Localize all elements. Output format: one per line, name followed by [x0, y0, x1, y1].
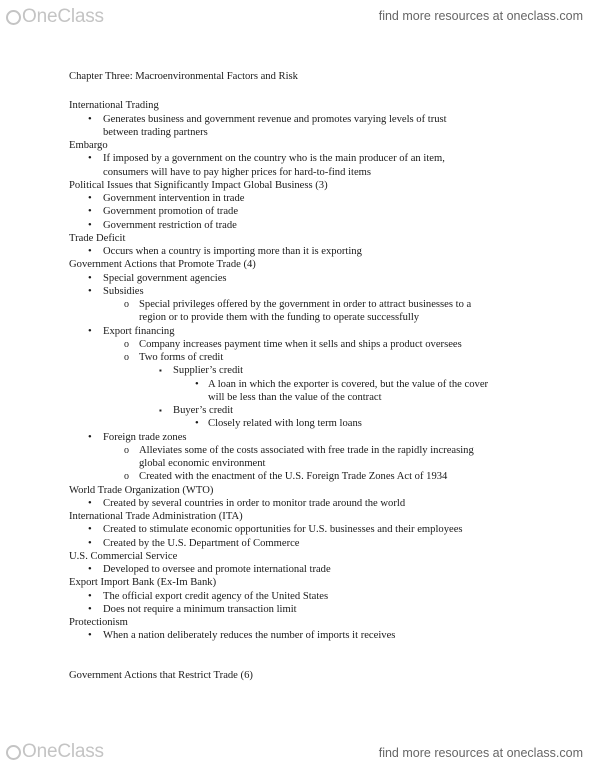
bullet-item	[69, 444, 569, 457]
bullet-item	[69, 126, 569, 139]
resources-link[interactable]: find more resources at oneclass.com	[378, 9, 583, 23]
bullet-item	[69, 378, 569, 391]
bullet-item	[69, 391, 569, 404]
line-text: Occurs when a country is importing more than it is exporting	[103, 246, 362, 257]
circle-bullet-icon: o	[124, 444, 129, 456]
bullet-icon: •	[88, 193, 92, 204]
bullet-item	[69, 563, 569, 576]
line-text: Created with the enactment of the U.S. Foreign Trade Zones Act of 1934	[139, 471, 448, 483]
bullet-icon: •	[195, 378, 199, 390]
bullet-item	[69, 219, 569, 232]
bullet-icon: •	[88, 603, 92, 615]
bullet-icon: •	[88, 272, 92, 284]
bullet-item	[69, 272, 569, 285]
bullet-icon: •	[88, 524, 92, 536]
bullet-icon: •	[88, 285, 92, 297]
line-text: Company increases payment time when it sells and ships a product oversees	[139, 338, 462, 350]
circle-bullet-icon: o	[124, 352, 129, 363]
bullet-item	[69, 192, 569, 205]
section-heading	[69, 616, 569, 629]
bullet-item	[69, 364, 569, 377]
line-text: U.S. Commercial Service	[69, 550, 178, 562]
line-text: Buyer’s credit	[173, 405, 234, 416]
line-text: Special government agencies	[103, 272, 227, 284]
line-text: Created by several countries in order to monitor trade around the world	[103, 497, 406, 509]
line-text: A loan in which the exporter is covered, but the value of the cover	[208, 378, 489, 390]
line-text: Created by the U.S. Department of Commerce	[103, 537, 300, 549]
line-text: Export Import Bank (Ex-Im Bank)	[69, 577, 217, 589]
section-heading	[69, 232, 569, 245]
section-heading	[69, 179, 569, 192]
line-text: Export financing	[103, 325, 175, 337]
line-text: World Trade Organization (WTO)	[69, 484, 214, 496]
bullet-item	[69, 417, 569, 430]
line-text: When a nation deliberately reduces the number of imports it receives	[103, 630, 396, 642]
oneclass-logo[interactable]	[6, 6, 104, 28]
bullet-item	[69, 523, 569, 536]
section-heading	[69, 550, 569, 563]
bullet-item	[69, 404, 569, 417]
bullet-icon: •	[88, 431, 92, 443]
line-text: global economic environment	[139, 458, 266, 469]
line-text: will be less than the value of the contract	[208, 391, 382, 403]
oneclass-logo[interactable]	[6, 741, 104, 763]
section-heading	[69, 510, 569, 523]
line-text: consumers will have to pay higher prices for hard-to-find items	[103, 166, 372, 178]
bullet-item	[69, 470, 569, 483]
resources-link[interactable]: find more resources at oneclass.com	[378, 746, 583, 760]
line-text: Political Issues that Significantly Impact Global Business (3)	[69, 179, 328, 191]
line-text: Supplier’s credit	[173, 365, 244, 377]
line-text: International Trading	[69, 100, 159, 112]
bullet-item	[69, 629, 569, 642]
line-text: Generates business and government revenue and promotes varying levels of trust	[103, 113, 447, 125]
line-text: Government intervention in trade	[103, 193, 245, 204]
bullet-icon: •	[88, 246, 92, 257]
square-bullet-icon: ▪	[159, 366, 162, 376]
bullet-item	[69, 497, 569, 510]
bullet-item	[69, 152, 569, 165]
bullet-item	[69, 166, 569, 179]
section-heading	[69, 139, 569, 152]
circle-bullet-icon: o	[124, 471, 129, 483]
line-text: Government promotion of trade	[103, 206, 239, 218]
bullet-icon: •	[88, 497, 92, 509]
section-heading	[69, 576, 569, 589]
bullet-item	[69, 311, 569, 324]
section-heading	[69, 484, 569, 497]
line-text: Closely related with long term loans	[208, 418, 362, 430]
line-text: Protectionism	[69, 617, 128, 628]
bullet-icon: •	[88, 630, 92, 642]
bullet-icon: •	[88, 590, 92, 602]
bullet-item	[69, 205, 569, 218]
line-text: Created to stimulate economic opportunities for U.S. businesses and their employees	[103, 524, 463, 536]
line-text: region or to provide them with the funding to operate successfully	[139, 312, 420, 324]
line-text: Government restriction of trade	[103, 219, 237, 231]
bullet-item	[69, 338, 569, 351]
logo-text: OneClass	[22, 6, 104, 27]
bullet-item	[69, 351, 569, 364]
section-heading	[69, 258, 569, 271]
line-text: International Trade Administration (ITA)	[69, 511, 243, 522]
bullet-item	[69, 590, 569, 603]
document-title: Chapter Three: Macroenvironmental Factors and Risk	[69, 71, 298, 82]
bullet-icon: •	[88, 219, 92, 231]
logo-circle-icon	[6, 745, 21, 760]
line-text: Two forms of credit	[139, 352, 224, 363]
bullet-icon: •	[88, 325, 92, 337]
bullet-icon: •	[88, 537, 92, 549]
bullet-item	[69, 325, 569, 338]
circle-bullet-icon: o	[124, 338, 129, 350]
bullet-item	[69, 457, 569, 470]
document-body	[69, 70, 569, 682]
line-text: Subsidies	[103, 285, 144, 297]
line-text: Government Actions that Promote Trade (4)	[69, 259, 256, 271]
bullet-icon: •	[88, 113, 92, 125]
section-heading	[69, 99, 569, 112]
line-text: Embargo	[69, 140, 108, 151]
bullet-item	[69, 431, 569, 444]
logo-text: OneClass	[22, 741, 104, 762]
logo-circle-icon	[6, 10, 21, 25]
bullet-item	[69, 113, 569, 126]
circle-bullet-icon: o	[124, 299, 129, 310]
line-text: Alleviates some of the costs associated with free trade in the rapidly increasing	[139, 444, 474, 456]
bullet-icon: •	[88, 206, 92, 218]
line-text: Trade Deficit	[69, 232, 126, 244]
bullet-item	[69, 245, 569, 258]
outline-list	[69, 99, 569, 642]
page-header	[0, 0, 595, 34]
bullet-icon: •	[88, 153, 92, 165]
section-heading: Government Actions that Restrict Trade (6)	[69, 669, 253, 681]
page-footer	[0, 734, 595, 770]
line-text: Developed to oversee and promote international trade	[103, 564, 331, 575]
line-text: The official export credit agency of the United States	[103, 590, 329, 602]
bullet-icon: •	[195, 418, 199, 430]
bullet-icon: •	[88, 564, 92, 575]
line-text: Foreign trade zones	[103, 431, 187, 443]
line-text: If imposed by a government on the country who is the main producer of an item,	[103, 153, 445, 165]
line-text: Special privileges offered by the government in order to attract businesses to a	[139, 299, 472, 310]
bullet-item	[69, 285, 569, 298]
bullet-item	[69, 603, 569, 616]
line-text: Does not require a minimum transaction limit	[103, 603, 297, 615]
line-text: between trading partners	[103, 126, 208, 138]
bullet-item	[69, 537, 569, 550]
square-bullet-icon: ▪	[159, 406, 162, 415]
bullet-item	[69, 298, 569, 311]
